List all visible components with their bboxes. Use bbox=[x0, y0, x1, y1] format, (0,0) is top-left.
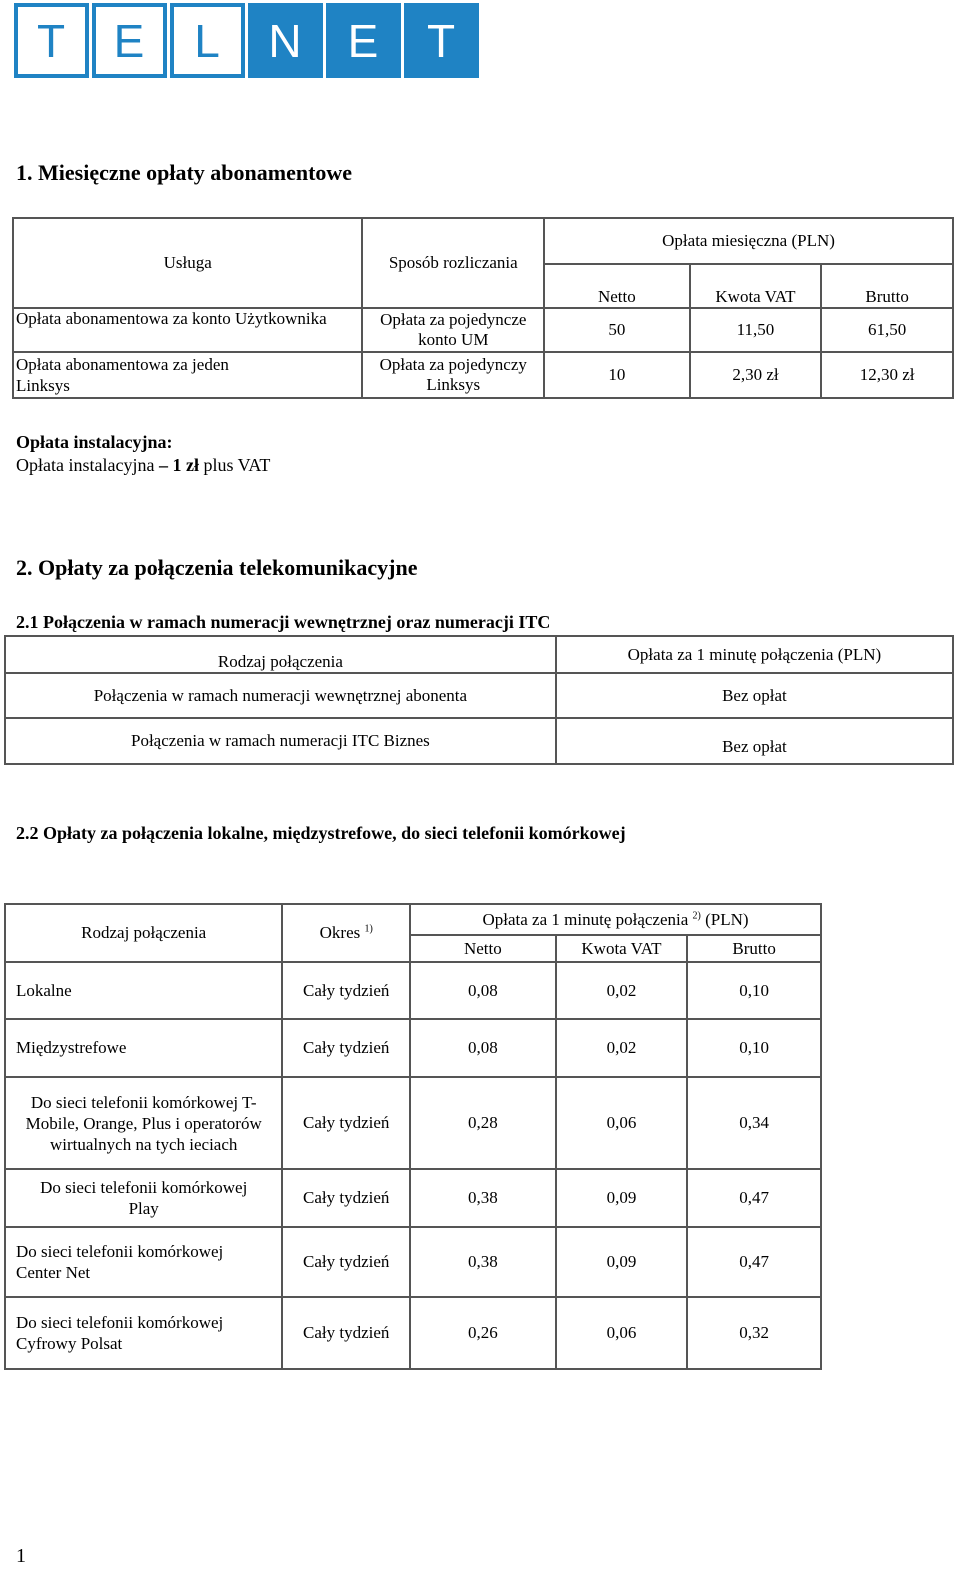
row-vat: 0,06 bbox=[556, 1077, 688, 1169]
section2-1-title: 2.1 Połączenia w ramach numeracji wewnętrznej oraz numeracji ITC bbox=[16, 612, 551, 632]
row-call-type: Międzystrefowe bbox=[5, 1019, 282, 1077]
header-netto: Netto bbox=[410, 935, 556, 962]
logo-letter-e: E bbox=[92, 3, 167, 78]
header-period bbox=[282, 904, 410, 962]
subscription-table bbox=[12, 217, 954, 399]
header-brutto: Brutto bbox=[821, 264, 953, 308]
table-row bbox=[13, 308, 953, 352]
telnet-logo bbox=[14, 3, 482, 78]
row-period: Cały tydzień bbox=[282, 1169, 410, 1227]
row-call-type: Do sieci telefonii komórkowej Cyfrowy Polsat bbox=[5, 1297, 282, 1369]
row-call-type: Lokalne bbox=[5, 962, 282, 1019]
header-vat: Kwota VAT bbox=[690, 264, 822, 308]
logo-letter-n: N bbox=[248, 3, 323, 78]
table-row bbox=[5, 1169, 821, 1227]
row-call-type: Do sieci telefonii komórkowej Center Net bbox=[5, 1227, 282, 1297]
logo-letter-l: L bbox=[170, 3, 245, 78]
install-text-c: plus VAT bbox=[198, 455, 271, 475]
section1-title: 1. Miesięczne opłaty abonamentowe bbox=[16, 160, 353, 185]
table-row bbox=[5, 718, 953, 764]
logo-letter-t: T bbox=[14, 3, 89, 78]
table-row bbox=[5, 962, 821, 1019]
header-period-label: Okres bbox=[319, 923, 361, 942]
row-call-type: Do sieci telefonii komórkowej T-Mobile, Orange, Plus i operatorów wirtualnych na tych ieciach bbox=[5, 1077, 282, 1169]
row-vat: 2,30 zł bbox=[690, 352, 822, 398]
install-price: – 1 zł bbox=[158, 455, 199, 475]
row-netto: 0,08 bbox=[410, 1019, 556, 1077]
row-method: Opłata za pojedyncze konto UM bbox=[362, 308, 544, 352]
install-heading: Opłata instalacyjna: bbox=[16, 432, 173, 452]
row-call-type: Do sieci telefonii komórkowej Play bbox=[5, 1169, 282, 1227]
row-period: Cały tydzień bbox=[282, 1297, 410, 1369]
row-period: Cały tydzień bbox=[282, 962, 410, 1019]
row-netto: 0,38 bbox=[410, 1169, 556, 1227]
header-minute-price bbox=[410, 904, 821, 935]
table-row bbox=[5, 1019, 821, 1077]
footnote-1: 1) bbox=[364, 923, 373, 935]
header-monthly: Opłata miesięczna (PLN) bbox=[544, 218, 953, 264]
header-call-type: Rodzaj połączenia bbox=[5, 904, 282, 962]
header-unit: (PLN) bbox=[705, 909, 749, 929]
row-vat: 0,02 bbox=[556, 962, 688, 1019]
footnote-2: 2) bbox=[692, 909, 701, 921]
row-netto: 10 bbox=[544, 352, 690, 398]
header-netto: Netto bbox=[544, 264, 690, 308]
row-price: Bez opłat bbox=[556, 718, 953, 764]
header-brutto: Brutto bbox=[687, 935, 821, 962]
row-service: Opłata abonamentowa za jeden Linksys bbox=[13, 352, 362, 398]
table-row bbox=[13, 352, 953, 398]
header-method: Sposób rozliczania bbox=[362, 218, 544, 308]
row-vat: 0,02 bbox=[556, 1019, 688, 1077]
row-brutto: 0,10 bbox=[687, 962, 821, 1019]
header-minute-price: Opłata za 1 minutę połączenia (PLN) bbox=[556, 636, 953, 673]
row-price: Bez opłat bbox=[556, 673, 953, 718]
table-row bbox=[5, 1077, 821, 1169]
row-brutto: 12,30 zł bbox=[821, 352, 953, 398]
install-text-a: Opłata instalacyjna bbox=[16, 455, 159, 475]
row-vat: 0,06 bbox=[556, 1297, 688, 1369]
row-period: Cały tydzień bbox=[282, 1019, 410, 1077]
row-brutto: 0,34 bbox=[687, 1077, 821, 1169]
row-vat: 0,09 bbox=[556, 1227, 688, 1297]
row-vat: 11,50 bbox=[690, 308, 822, 352]
page-number: 1 bbox=[16, 1545, 26, 1567]
header-call-type: Rodzaj połączenia bbox=[5, 636, 556, 673]
header-service: Usługa bbox=[13, 218, 362, 308]
row-vat: 0,09 bbox=[556, 1169, 688, 1227]
row-call-type: Połączenia w ramach numeracji ITC Biznes bbox=[5, 718, 556, 764]
row-brutto: 61,50 bbox=[821, 308, 953, 352]
row-service: Opłata abonamentowa za konto Użytkownika bbox=[13, 308, 362, 352]
install-text bbox=[16, 455, 270, 476]
row-brutto: 0,32 bbox=[687, 1297, 821, 1369]
row-brutto: 0,47 bbox=[687, 1169, 821, 1227]
row-brutto: 0,10 bbox=[687, 1019, 821, 1077]
row-netto: 0,26 bbox=[410, 1297, 556, 1369]
internal-calls-table bbox=[4, 635, 954, 765]
row-period: Cały tydzień bbox=[282, 1077, 410, 1169]
header-minute-price-label: Opłata za 1 minutę połączenia bbox=[482, 909, 689, 929]
row-netto: 0,38 bbox=[410, 1227, 556, 1297]
row-netto: 0,08 bbox=[410, 962, 556, 1019]
section2-2-title: 2.2 Opłaty za połączenia lokalne, międzystrefowe, do sieci telefonii komórkowej bbox=[16, 823, 626, 843]
header-vat: Kwota VAT bbox=[556, 935, 688, 962]
logo-letter-e2: E bbox=[326, 3, 401, 78]
row-brutto: 0,47 bbox=[687, 1227, 821, 1297]
row-call-type: Połączenia w ramach numeracji wewnętrznej abonenta bbox=[5, 673, 556, 718]
row-netto: 0,28 bbox=[410, 1077, 556, 1169]
section2-title: 2. Opłaty za połączenia telekomunikacyjne bbox=[16, 555, 418, 580]
table-row bbox=[5, 1297, 821, 1369]
logo-letter-t2: T bbox=[404, 3, 479, 78]
row-period: Cały tydzień bbox=[282, 1227, 410, 1297]
call-rates-table bbox=[4, 903, 822, 1370]
table-row bbox=[5, 1227, 821, 1297]
row-method: Opłata za pojedynczy Linksys bbox=[362, 352, 544, 398]
table-row bbox=[5, 673, 953, 718]
row-netto: 50 bbox=[544, 308, 690, 352]
